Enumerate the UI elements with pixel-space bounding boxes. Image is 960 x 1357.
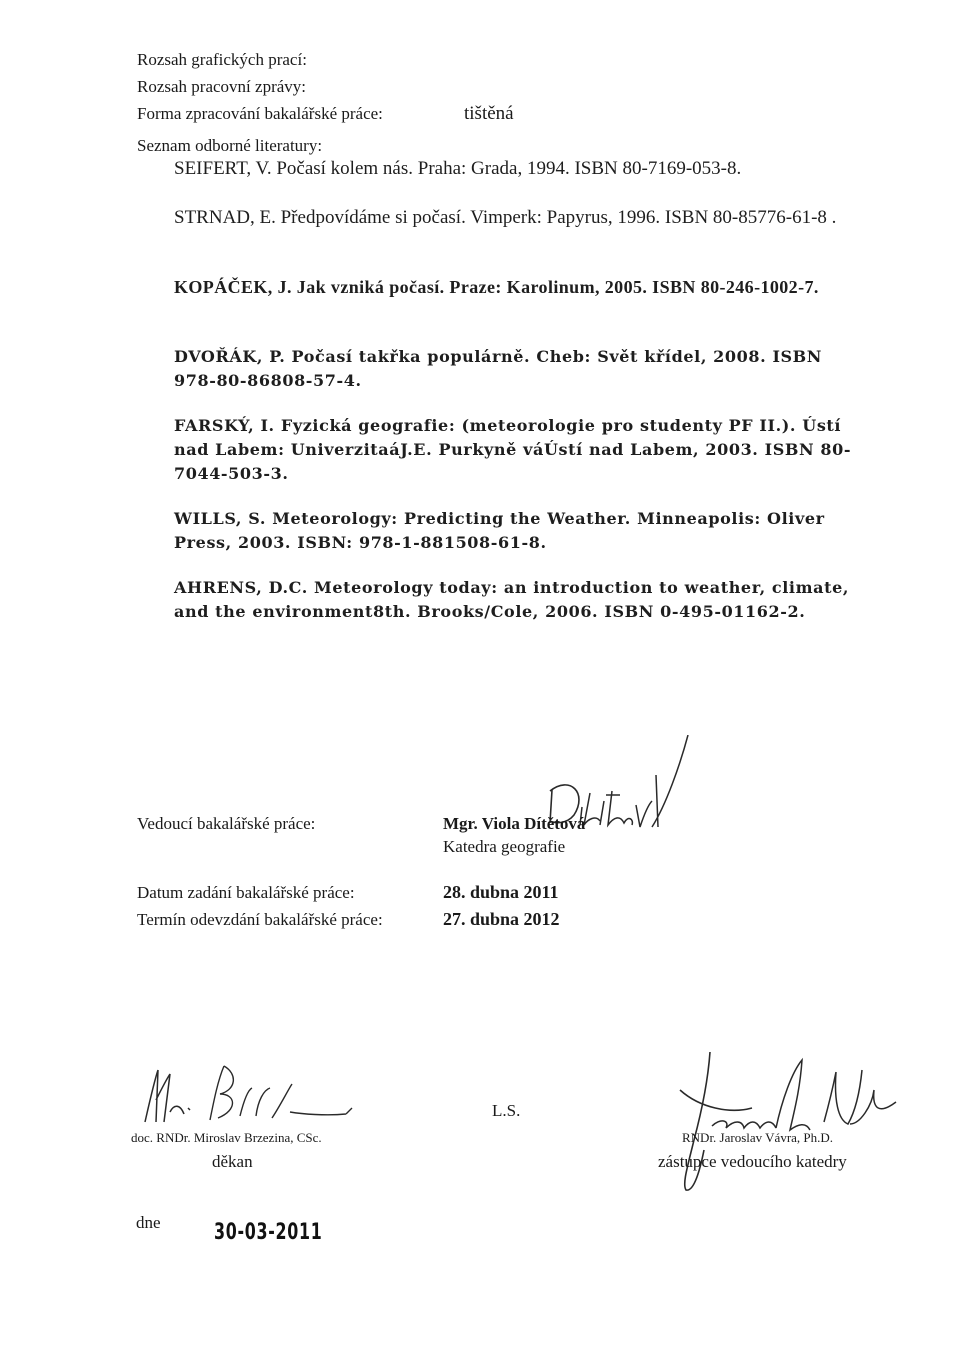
ls-mark: L.S. (492, 1101, 521, 1120)
reference-item: DVOŘÁK, P. Počasí takřka populárně. Cheb: Svět křídel, 2008. ISBN 978-80-86808-57-4. (174, 347, 823, 390)
supervisor-name: Mgr. Viola Dítětová (443, 814, 586, 833)
deputy-name: RNDr. Jaroslav Vávra, Ph.D. (682, 1130, 834, 1145)
supervisor-label: Vedoucí bakalářské práce: (137, 814, 316, 833)
deputy-title: zástupce vedoucího katedry (658, 1152, 847, 1171)
zadani-label: Datum zadání bakalářské práce: (137, 883, 355, 902)
dne-label: dne (136, 1213, 161, 1232)
date-stamp: 30-03-2011 (214, 1220, 323, 1245)
forma-label: Forma zpracování bakalářské práce: (137, 104, 383, 123)
forma-value: tištěná (464, 103, 514, 124)
rozsah-grafickych-label: Rozsah grafických prací: (137, 50, 307, 69)
reference-item: AHRENS, D.C. Meteorology today: an introduction to weather, climate, and the environment8th. Brooks/Cole, 2006. ISBN 0-495-01162-2. (174, 578, 850, 621)
seznam-literatury-label: Seznam odborné literatury: (137, 136, 323, 155)
odevzdani-value: 27. dubna 2012 (443, 909, 560, 929)
dean-name: doc. RNDr. Miroslav Brzezina, CSc. (131, 1130, 322, 1145)
reference-item: SEIFERT, V. Počasí kolem nás. Praha: Grada, 1994. ISBN 80-7169-053-8. (174, 158, 742, 179)
supervisor-department: Katedra geografie (443, 837, 566, 856)
dean-signature (140, 1060, 360, 1130)
zadani-value: 28. dubna 2011 (443, 882, 559, 902)
deputy-signature (660, 1050, 900, 1195)
reference-item: STRNAD, E. Předpovídáme si počasí. Vimperk: Papyrus, 1996. ISBN 80-85776-61-8 . (174, 207, 837, 228)
odevzdani-label: Termín odevzdání bakalářské práce: (137, 910, 383, 929)
dean-title: děkan (212, 1152, 253, 1171)
reference-item: KOPÁČEK, J. Jak vzniká počasí. Praze: Karolinum, 2005. ISBN 80-246-1002-7. (174, 277, 819, 297)
rozsah-zpravy-label: Rozsah pracovní zprávy: (137, 77, 306, 96)
reference-item: WILLS, S. Meteorology: Predicting the Weather. Minneapolis: Oliver Press, 2003. ISBN: 978-1-881508-61-8. (174, 509, 825, 552)
reference-item: FARSKÝ, I. Fyzická geografie: (meteorologie pro studenty PF II.). Ústí nad Labem: UniverzitaáJ.E. Purkyně váÚstí nad Labem, 2003. ISBN 80-7044-503-3. (174, 416, 852, 483)
